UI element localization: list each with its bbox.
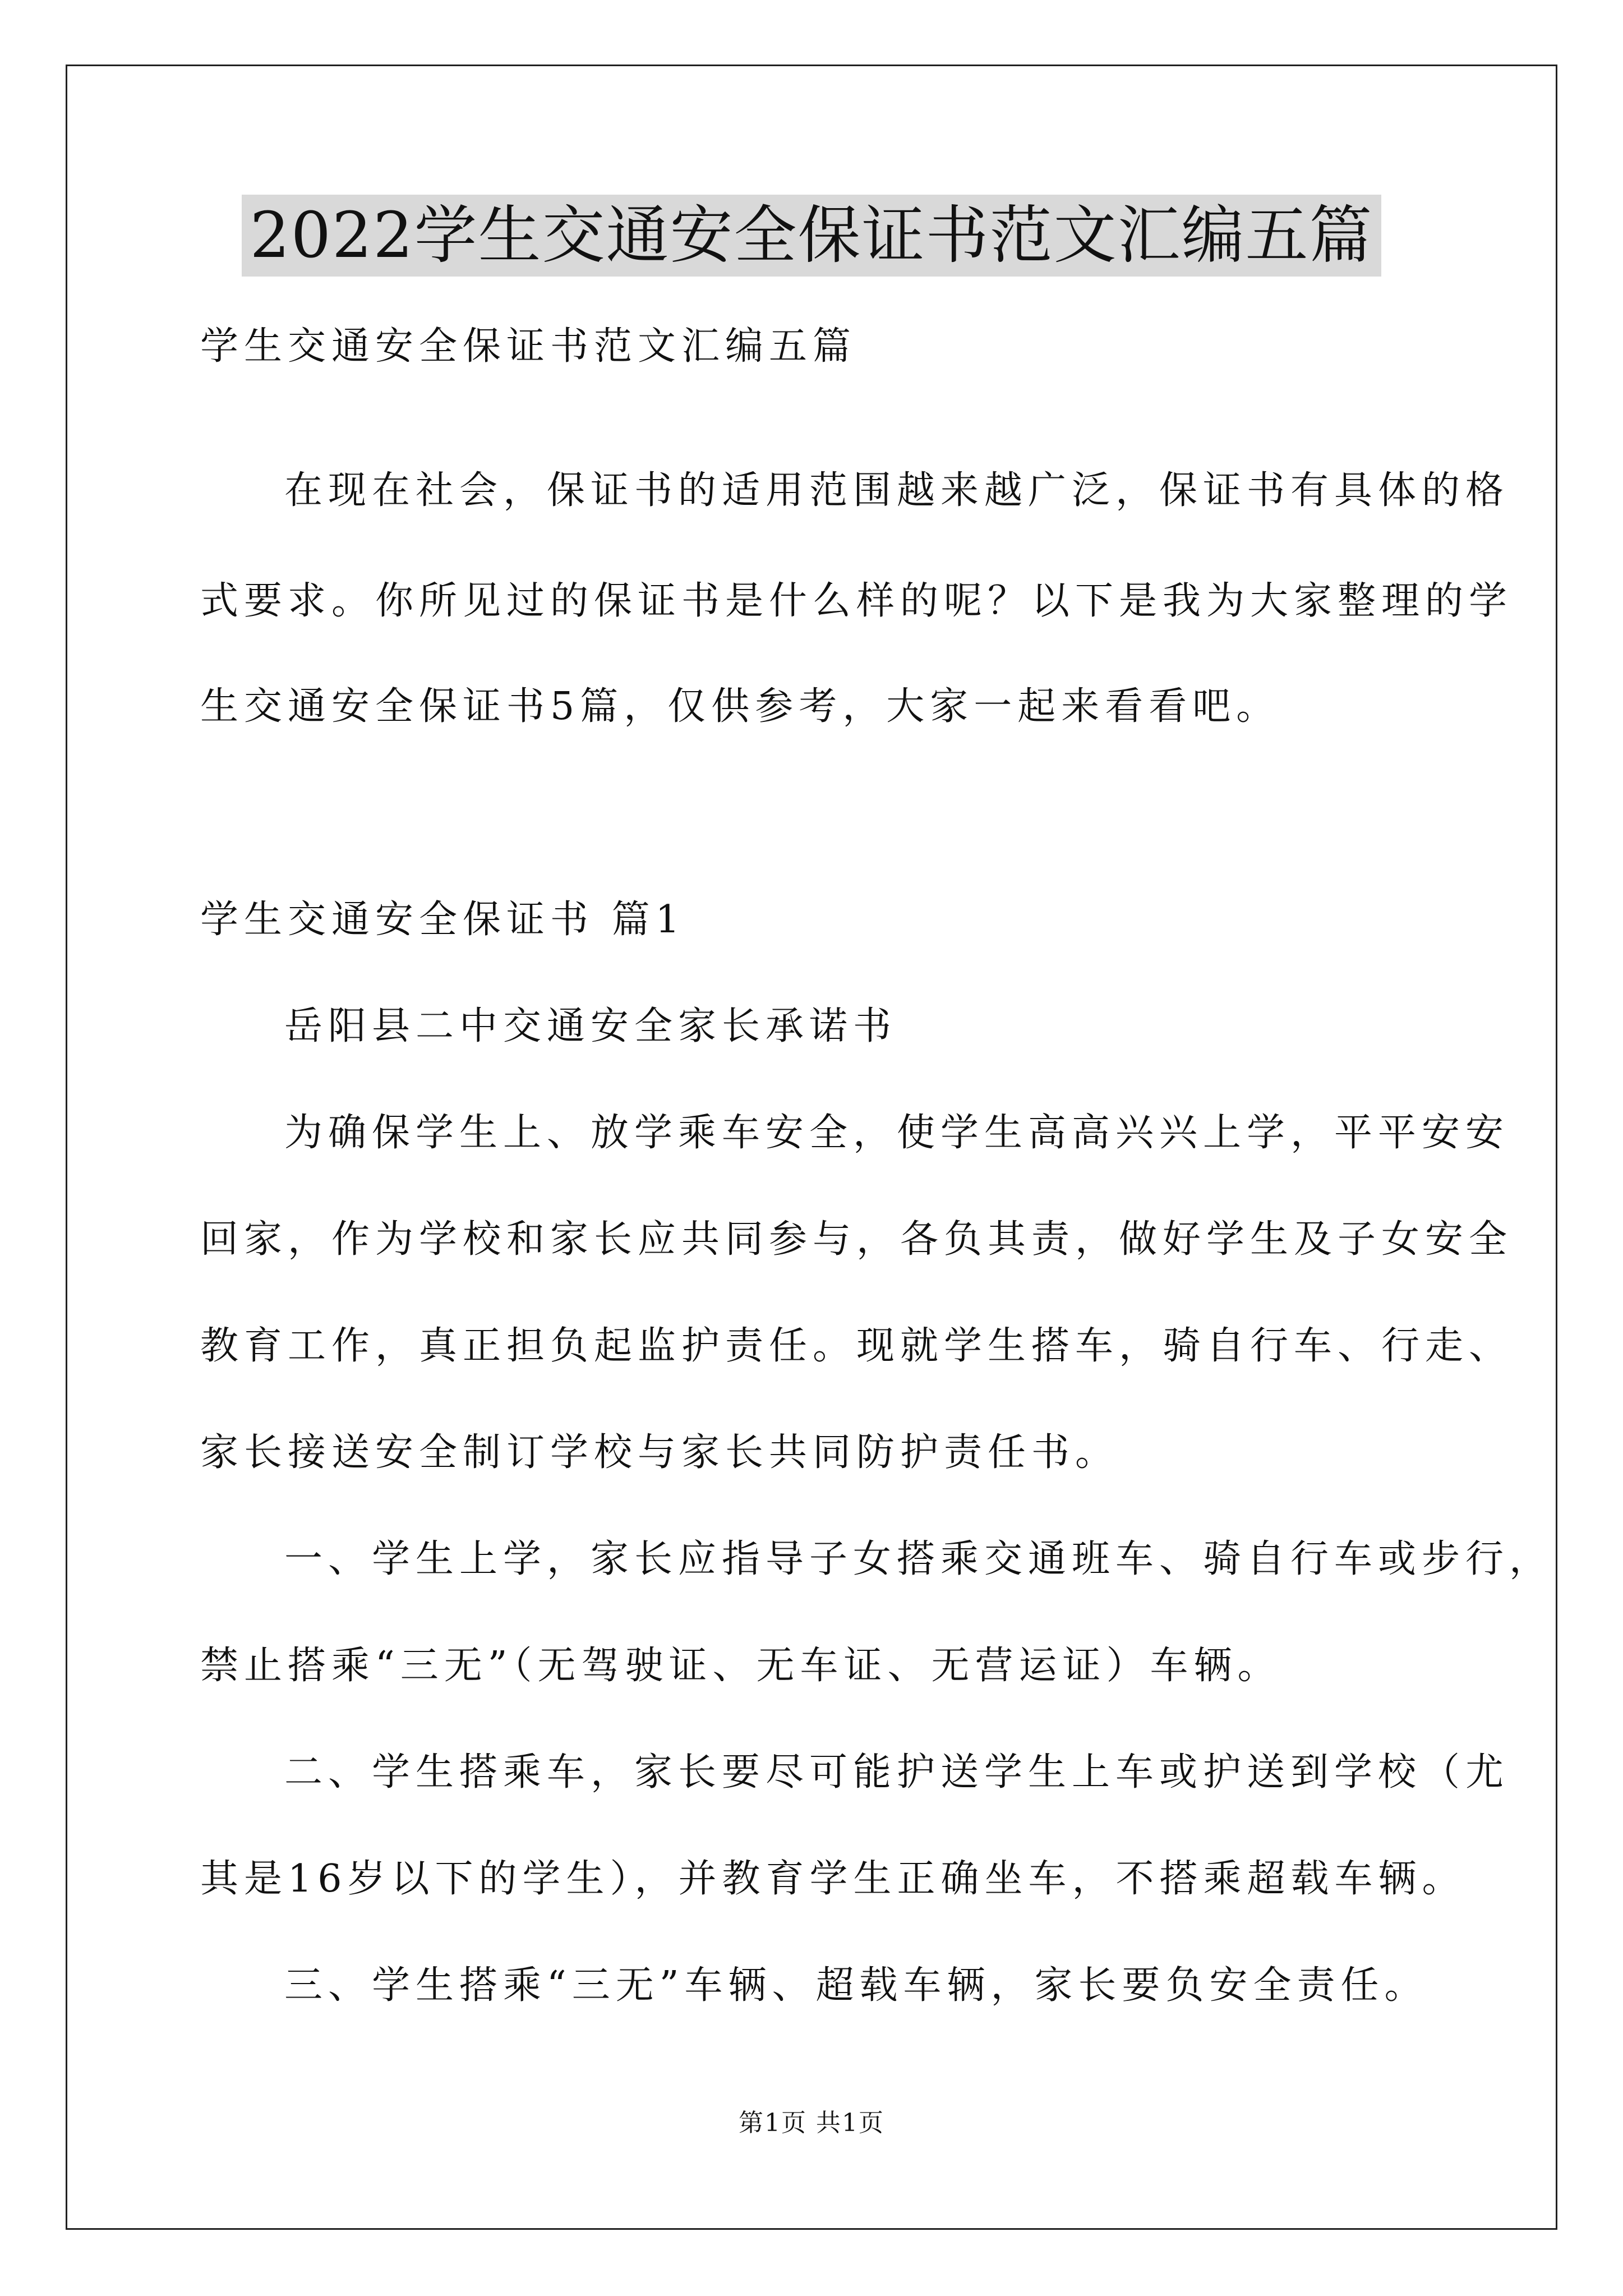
item-line: 三、学生搭乘“三无”车辆、超载车辆，家长要负安全责任。 [284,1963,1428,2008]
intro-line: 生交通安全保证书5篇，仅供参考，大家一起来看看吧。 [200,684,1280,729]
item-line: 其是16岁以下的学生），并教育学生正确坐车，不搭乘超载车辆。 [200,1857,1466,1901]
item-line: 禁止搭乘“三无”（无驾驶证、无车证、无营运证）车辆。 [200,1644,1281,1688]
paragraph-line: 家长接送安全制订学校与家长共同防护责任书。 [200,1430,1119,1475]
paragraph-line: 为确保学生上、放学乘车安全，使学生高高兴兴上学，平平安安 [284,1111,1510,1155]
item-line: 二、学生搭乘车，家长要尽可能护送学生上车或护送到学校（尤 [284,1750,1510,1795]
document-title-text: 2022学生交通安全保证书范文汇编五篇 [242,195,1381,277]
intro-line: 在现在社会，保证书的适用范围越来越广泛，保证书有具体的格 [284,468,1510,513]
letter-title: 岳阳县二中交通安全家长承诺书 [284,1004,897,1048]
paragraph-line: 回家，作为学校和家长应共同参与，各负其责，做好学生及子女安全 [200,1217,1513,1262]
item-line: 一、学生上学，家长应指导子女搭乘交通班车、骑自行车或步行， [284,1537,1553,1581]
paragraph-line: 教育工作，真正担负起监护责任。现就学生搭车，骑自行车、行走、 [200,1324,1513,1368]
page-number: 第1页 共1页 [739,2109,884,2137]
section-heading: 学生交通安全保证书 篇1 [200,898,685,942]
subtitle: 学生交通安全保证书范文汇编五篇 [200,324,857,369]
document-title [0,194,1623,278]
intro-line: 式要求。你所见过的保证书是什么样的呢？以下是我为大家整理的学 [200,579,1513,623]
